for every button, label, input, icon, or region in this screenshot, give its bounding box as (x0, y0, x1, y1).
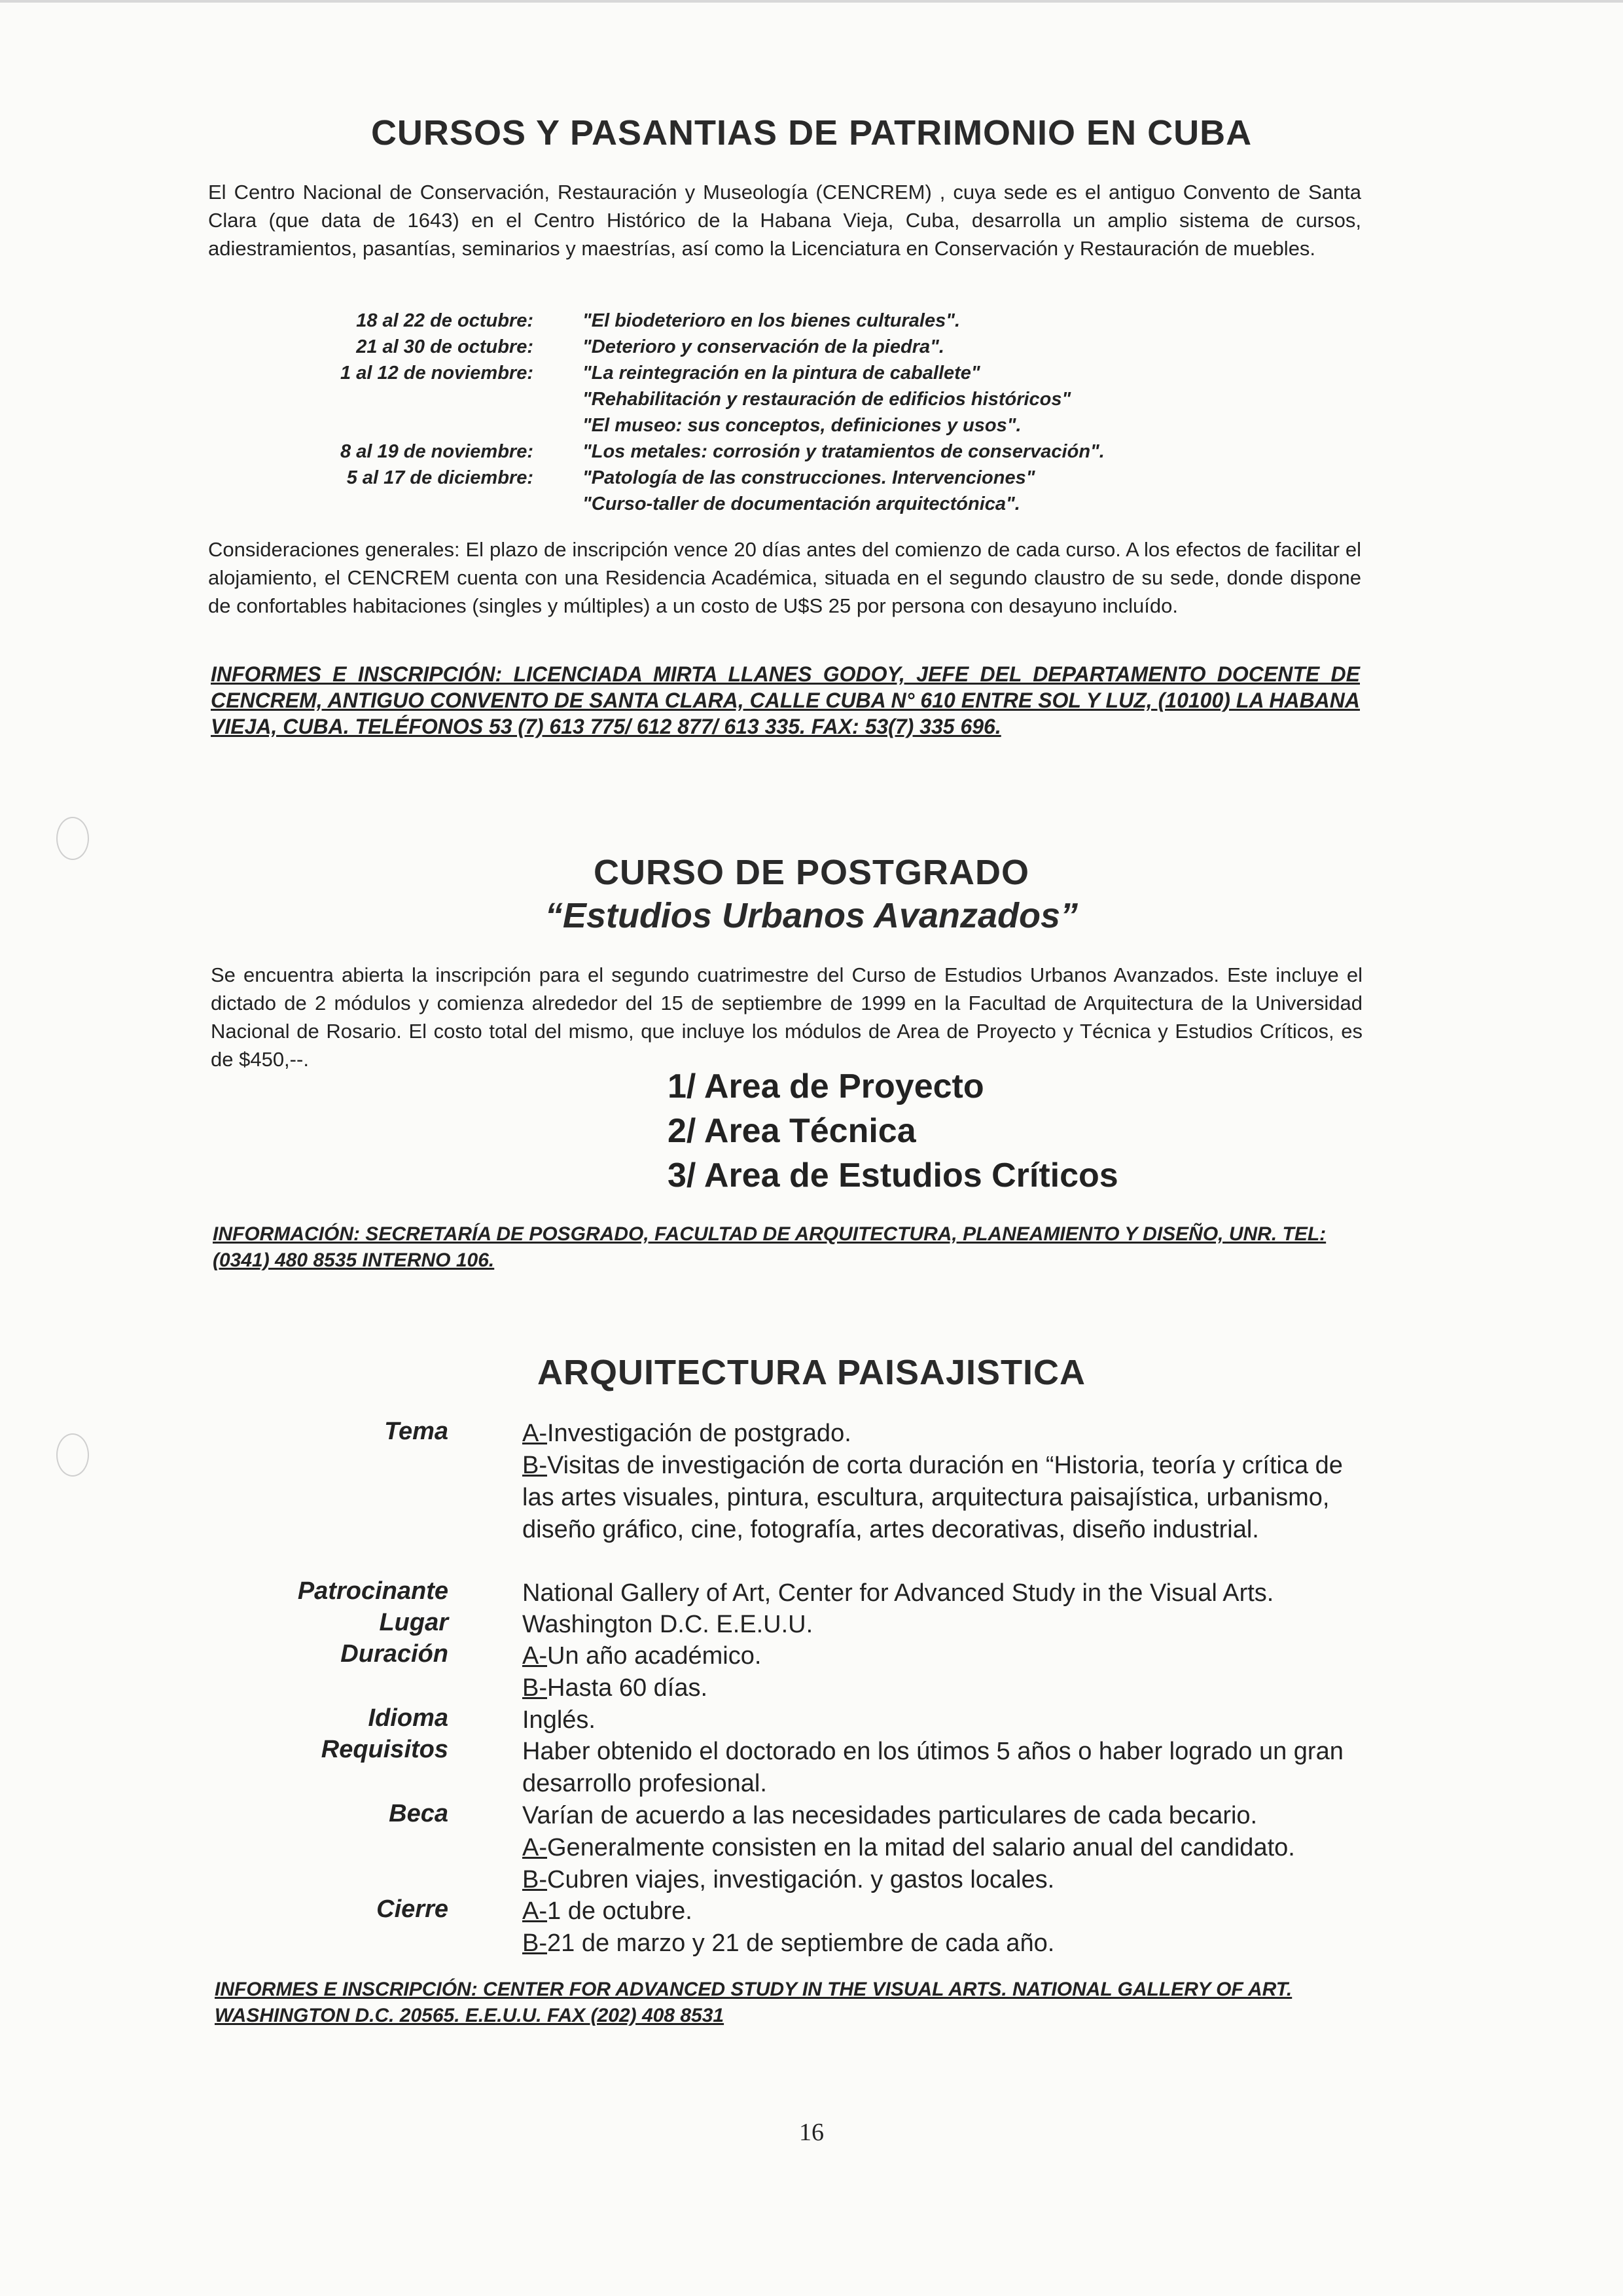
section-intro-postgrado: Se encuentra abierta la inscripción para el segundo cuatrimestre del Curso de Estudios Urbanos Avanzados. Este incluye el dictado de 2 módulos y comienza alrededor del 15 de septiembre de 1999 en la Facultad de Arquitectura de la Universidad Nacional de Rosario. El costo total del mismo, que incluye los módulos de Area de Proyecto y Técnica y Estudios Críticos, es de $450,--. (211, 963, 1363, 1071)
beca-a: Generalmente consisten en la mitad del salario anual del candidato. (547, 1834, 1295, 1861)
tema-a: Investigación de postgrado. (547, 1420, 851, 1447)
schedule-course: "Deterioro y conservación de la piedra". (582, 336, 944, 357)
label-idioma: Idioma (368, 1704, 448, 1732)
label-tema: Tema (384, 1418, 448, 1445)
value-duracion (522, 1640, 1373, 1704)
schedule-row (0, 412, 1623, 439)
label-duracion: Duración (340, 1640, 448, 1668)
item-prefix: A- (522, 1897, 547, 1925)
section-subtitle-postgrado: “Estudios Urbanos Avanzados” (544, 896, 1079, 935)
schedule-row (0, 439, 1623, 465)
duracion-a: Un año académico. (547, 1642, 762, 1670)
schedule-course: "El museo: sus conceptos, definiciones y usos". (582, 415, 1022, 436)
fellowship-details (0, 1414, 1623, 1977)
section-title-postgrado: CURSO DE POSTGRADO (593, 853, 1030, 892)
cierre-a: 1 de octubre. (547, 1897, 692, 1925)
beca-general: Varían de acuerdo a las necesidades particulares de cada becario. (522, 1802, 1258, 1829)
value-patrocinante: National Gallery of Art, Center for Advanced Study in the Visual Arts. (522, 1579, 1274, 1607)
label-lugar: Lugar (379, 1609, 448, 1636)
module-list (668, 1064, 1322, 1198)
schedule-row (0, 308, 1623, 334)
schedule-course: "Patología de las construcciones. Intervenciones" (582, 467, 1035, 488)
course-schedule (0, 308, 1623, 517)
schedule-date: 18 al 22 de octubre: (356, 310, 533, 331)
label-requisitos: Requisitos (321, 1736, 448, 1763)
label-cierre: Cierre (376, 1895, 448, 1923)
item-prefix: B- (522, 1674, 547, 1702)
scan-top-edge (0, 0, 1623, 3)
schedule-course: "Rehabilitación y restauración de edificios históricos" (582, 389, 1071, 410)
schedule-course: "Los metales: corrosión y tratamientos de conservación". (582, 441, 1105, 462)
contact-info-unr: INFORMACIÓN: SECRETARÍA DE POSGRADO, FACULTAD DE ARQUITECTURA, PLANEAMIENTO Y DISEÑO, UNR. TEL: (0341) 480 8535 INTERNO 106. (213, 1223, 1327, 1271)
schedule-date: 8 al 19 de noviembre: (340, 441, 533, 462)
schedule-course: "Curso-taller de documentación arquitectónica". (582, 493, 1020, 514)
item-prefix: A- (522, 1420, 547, 1447)
value-cierre (522, 1895, 1373, 1960)
schedule-date: 21 al 30 de octubre: (356, 336, 533, 357)
contact-info-cencrem: INFORMES E INSCRIPCIÓN: LICENCIADA MIRTA LLANES GODOY, JEFE DEL DEPARTAMENTO DOCENTE DE CENCREM, ANTIGUO CONVENTO DE SANTA CLARA, CALLE CUBA N° 610 ENTRE SOL Y LUZ, (10100) LA HABANA VIEJA, CUBA. TELÉFONOS 53 (7) 613 775/ 612 877/ 613 335. FAX: 53(7) 335 696. (211, 662, 1360, 738)
item-prefix: A- (522, 1642, 547, 1670)
module-item: 2/ Area Técnica (668, 1112, 916, 1150)
label-patrocinante: Patrocinante (297, 1577, 448, 1605)
schedule-row (0, 386, 1623, 412)
value-requisitos: Haber obtenido el doctorado en los útimos 5 años o haber logrado un gran desarrollo profesional. (522, 1738, 1344, 1797)
item-prefix: A- (522, 1834, 547, 1861)
section-intro-cencrem: El Centro Nacional de Conservación, Restauración y Museología (CENCREM) , cuya sede es el antiguo Convento de Santa Clara (que data de 1643) en el Centro Histórico de la Habana Vieja, Cuba, desarrolla un amplio sistema de cursos, adiestramientos, pasantías, seminarios y maestrías, así como la Licenciatura en Conservación y Restauración de muebles. (208, 181, 1361, 260)
tema-b: Visitas de investigación de corta duración en “Historia, teoría y crítica de las artes visuales, pintura, escultura, arquitectura paisajística, urbanismo, diseño gráfico, cine, fotografía, artes decorativas, diseño industrial. (522, 1452, 1343, 1543)
module-item: 1/ Area de Proyecto (668, 1067, 984, 1105)
value-tema (522, 1418, 1373, 1546)
item-prefix: B- (522, 1452, 547, 1479)
module-item: 3/ Area de Estudios Críticos (668, 1157, 1118, 1194)
item-prefix: B- (522, 1866, 547, 1893)
schedule-date: 1 al 12 de noviembre: (340, 363, 533, 384)
schedule-row (0, 334, 1623, 360)
section-title-paisajistica: ARQUITECTURA PAISAJISTICA (537, 1353, 1086, 1392)
schedule-row (0, 491, 1623, 517)
contact-info-nga: INFORMES E INSCRIPCIÓN: CENTER FOR ADVANCED STUDY IN THE VISUAL ARTS. NATIONAL GALLERY OF ART. WASHINGTON D.C. 20565. E.E.U.U. FAX (202) 408 8531 (215, 1979, 1293, 2026)
item-prefix: B- (522, 1929, 547, 1957)
schedule-course: "La reintegración en la pintura de caballete" (582, 363, 980, 384)
general-considerations: Consideraciones generales: El plazo de inscripción vence 20 días antes del comienzo de cada curso. A los efectos de facilitar el alojamiento, el CENCREM cuenta con una Residencia Académica, situada en el segundo claustro de su sede, donde dispone de confortables habitaciones (singles y múltiples) a un costo de U$S 25 por persona con desayuno incluído. (208, 538, 1361, 617)
page-number: 16 (799, 2119, 824, 2146)
beca-b: Cubren viajes, investigación. y gastos locales. (547, 1866, 1055, 1893)
schedule-row (0, 360, 1623, 386)
label-beca: Beca (389, 1800, 448, 1827)
value-beca (522, 1800, 1373, 1896)
duracion-b: Hasta 60 días. (547, 1674, 708, 1702)
value-lugar: Washington D.C. E.E.U.U. (522, 1611, 813, 1638)
schedule-course: "El biodeterioro en los bienes culturales". (582, 310, 961, 331)
schedule-row (0, 465, 1623, 491)
value-idioma: Inglés. (522, 1706, 596, 1734)
cierre-b: 21 de marzo y 21 de septiembre de cada año. (547, 1929, 1055, 1957)
schedule-date: 5 al 17 de diciembre: (346, 467, 533, 488)
section-title-cursos: CURSOS Y PASANTIAS DE PATRIMONIO EN CUBA (370, 113, 1253, 152)
